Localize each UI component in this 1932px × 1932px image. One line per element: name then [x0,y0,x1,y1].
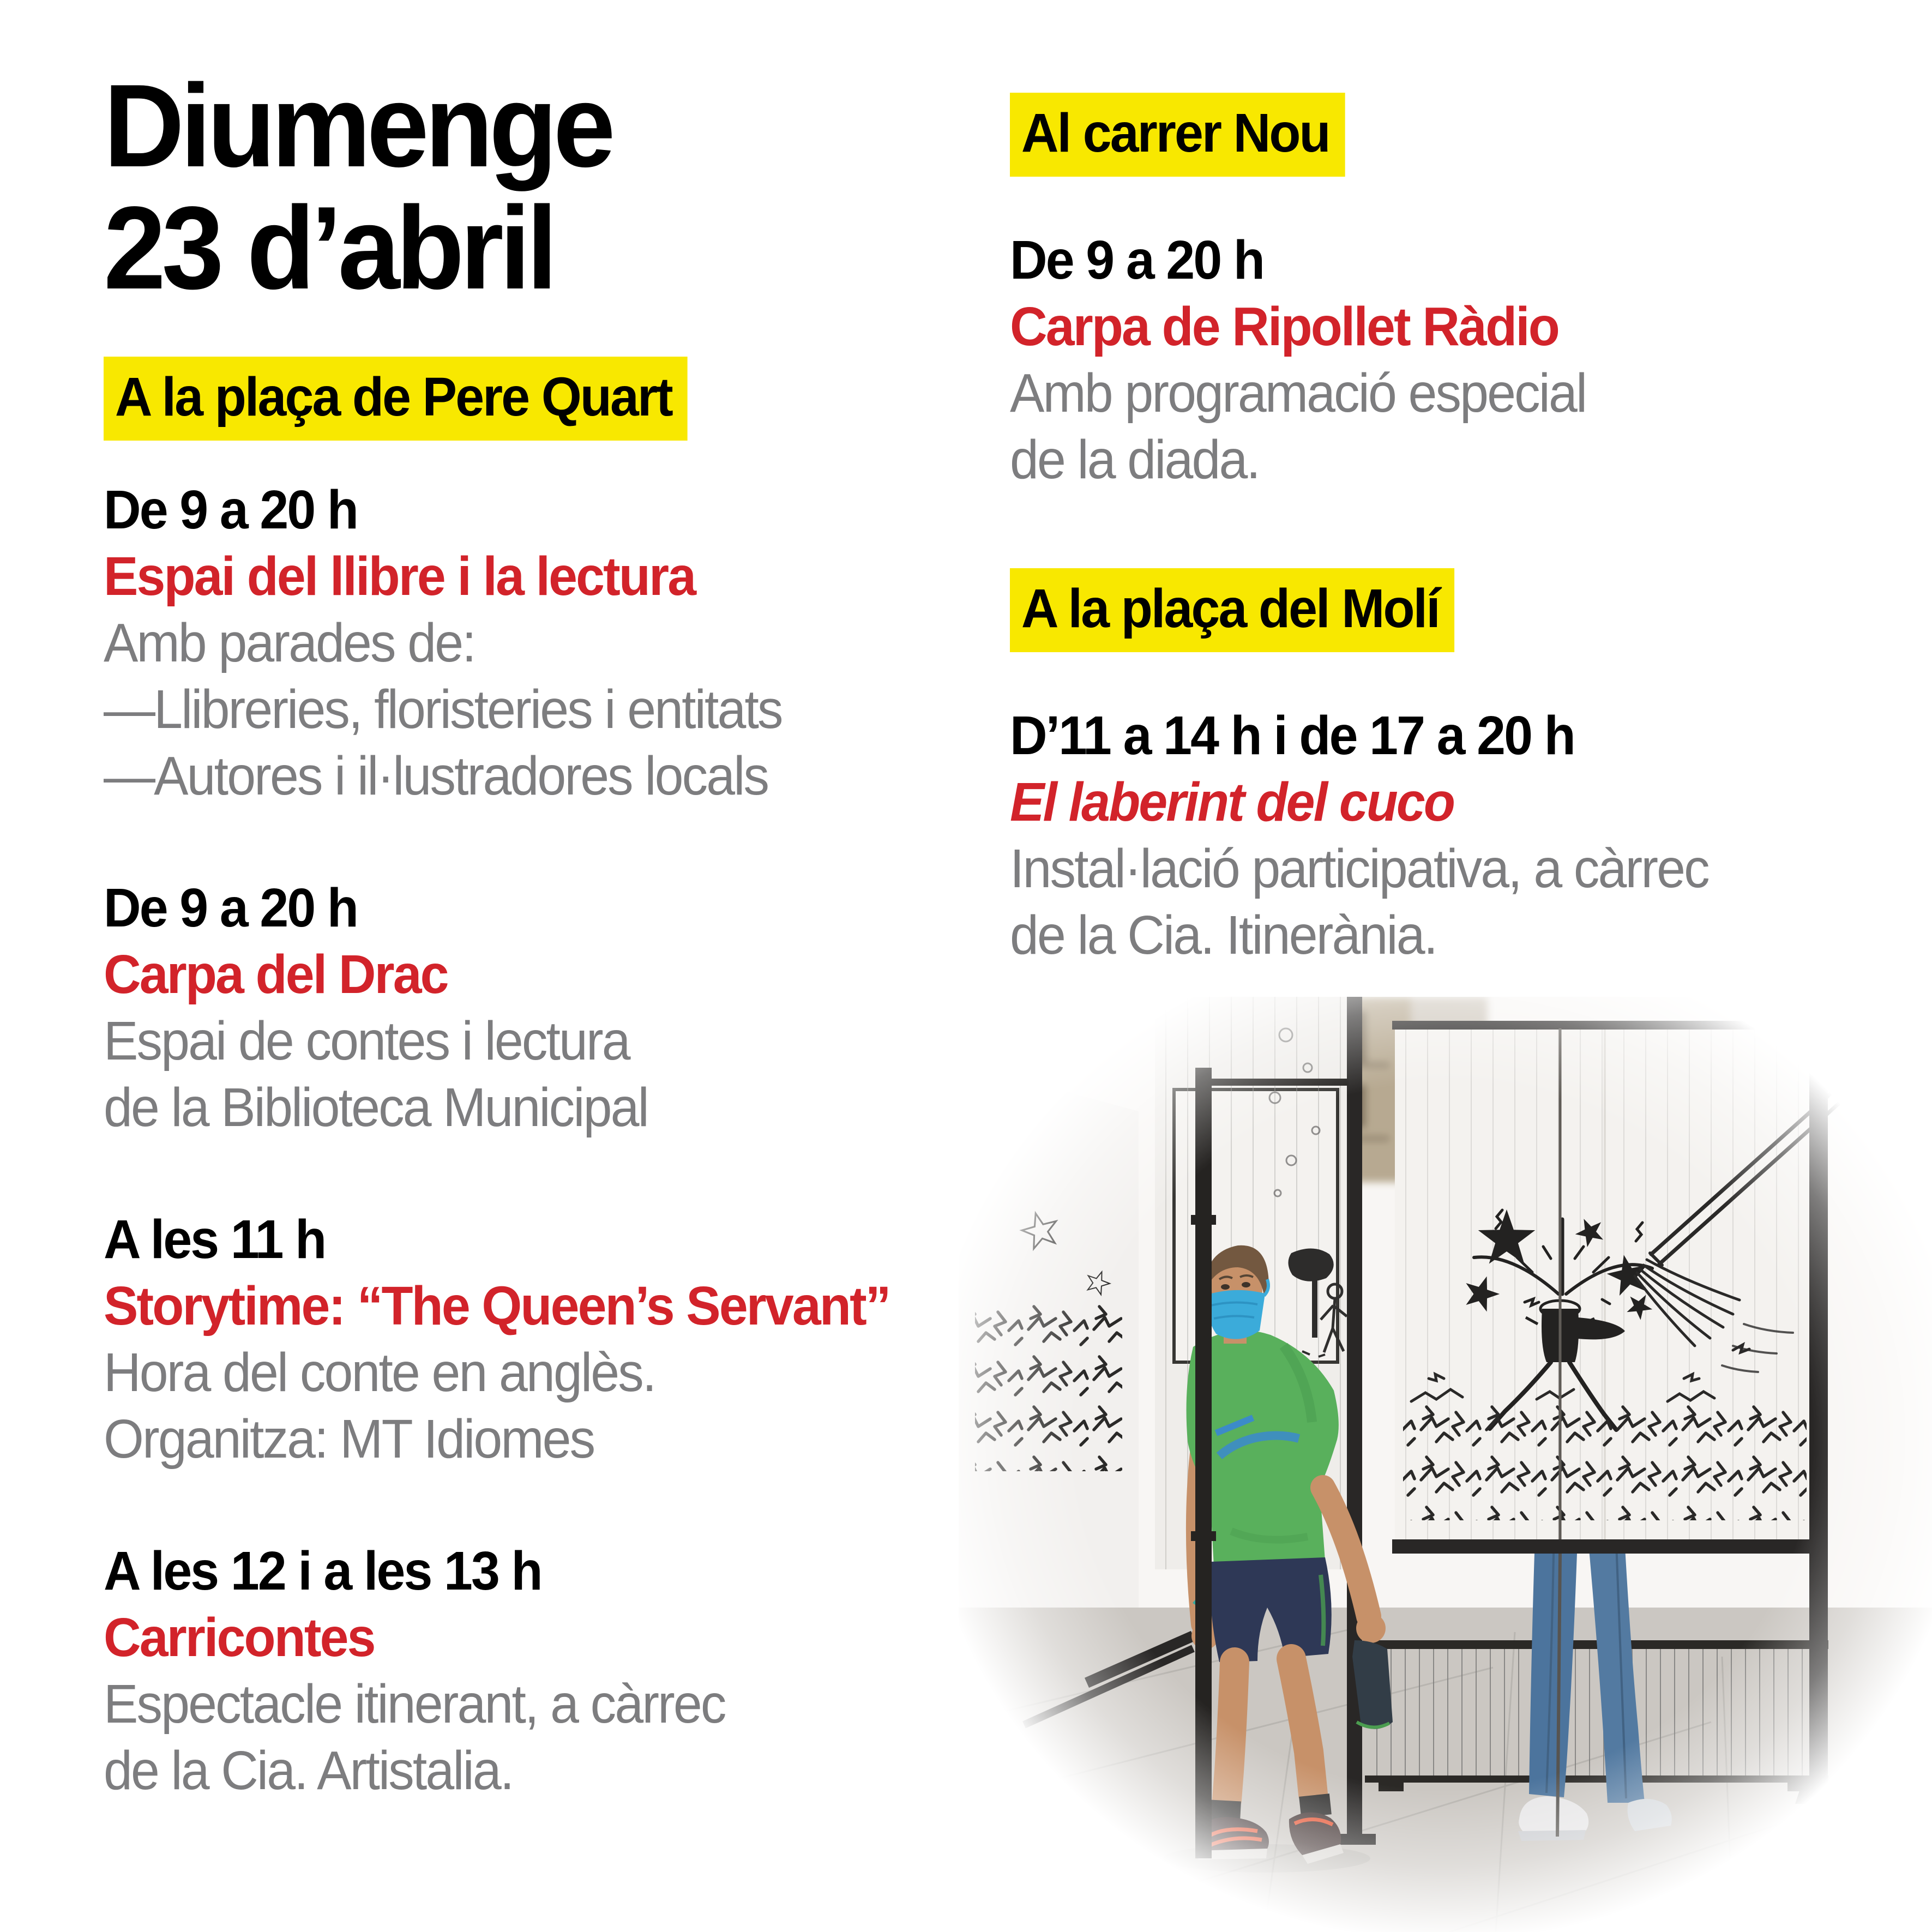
event-time: De 9 a 20 h [1010,230,1264,291]
event-title: Espai del llibre i la lectura [104,546,695,607]
event-description-line: Espectacle itinerant, a càrrec [104,1674,725,1735]
event-time: De 9 a 20 h [104,877,358,938]
event-carricontes [104,1538,953,1804]
location-header-placa-del-moli: A la plaça del Molí [1010,568,1454,652]
event-description-line: Organitza: MT Idiomes [104,1409,594,1470]
location-header-carrer-nou: Al carrer Nou [1010,93,1345,177]
event-description-line: de la Biblioteca Municipal [104,1077,648,1138]
event-description-line: Amb parades de: [104,612,475,673]
location-header-pere-quart: A la plaça de Pere Quart [104,357,687,441]
left-column [104,59,953,1804]
section-placa-del-moli [1010,568,1891,968]
event-description-line: de la Cia. Artistalia. [104,1740,513,1801]
event-description-line: —Autores i il·lustradores locals [104,745,768,806]
event-title: Carpa del Drac [104,944,448,1005]
event-time: A les 11 h [104,1209,326,1270]
event-storytime [104,1206,953,1472]
page-title-line2: 23 d’abril [104,182,553,314]
event-description-line: Instal·lació participativa, a càrrec [1010,838,1708,899]
event-laberint-del-cuco [1010,702,1891,968]
section-carrer-nou [1010,93,1891,493]
event-title: Carricontes [104,1607,375,1668]
event-photo-illustration [959,997,1932,1932]
event-time: D’11 a 14 h i de 17 a 20 h [1010,705,1574,766]
page-title-line1: Diumenge [104,59,612,191]
event-description-line: de la diada. [1010,429,1260,490]
event-title: El laberint del cuco [1010,772,1454,833]
event-description-line: Espai de contes i lectura [104,1010,629,1072]
event-espai-del-llibre [104,477,953,809]
event-description-line: Amb programació especial [1010,363,1586,424]
event-title: Storytime: “The Queen’s Servant” [104,1275,890,1337]
event-time: De 9 a 20 h [104,479,358,540]
event-time: A les 12 i a les 13 h [104,1540,541,1602]
event-carpa-del-drac [104,875,953,1141]
event-photo [959,997,1932,1932]
event-ripollet-radio [1010,227,1891,493]
event-description-line: de la Cia. Itinerània. [1010,905,1437,966]
event-title: Carpa de Ripollet Ràdio [1010,296,1558,357]
event-description-line: Hora del conte en anglès. [104,1342,655,1403]
page-title [104,59,953,314]
right-column [1010,93,1891,968]
event-description-line: —Llibreries, floristeries i entitats [104,679,782,740]
